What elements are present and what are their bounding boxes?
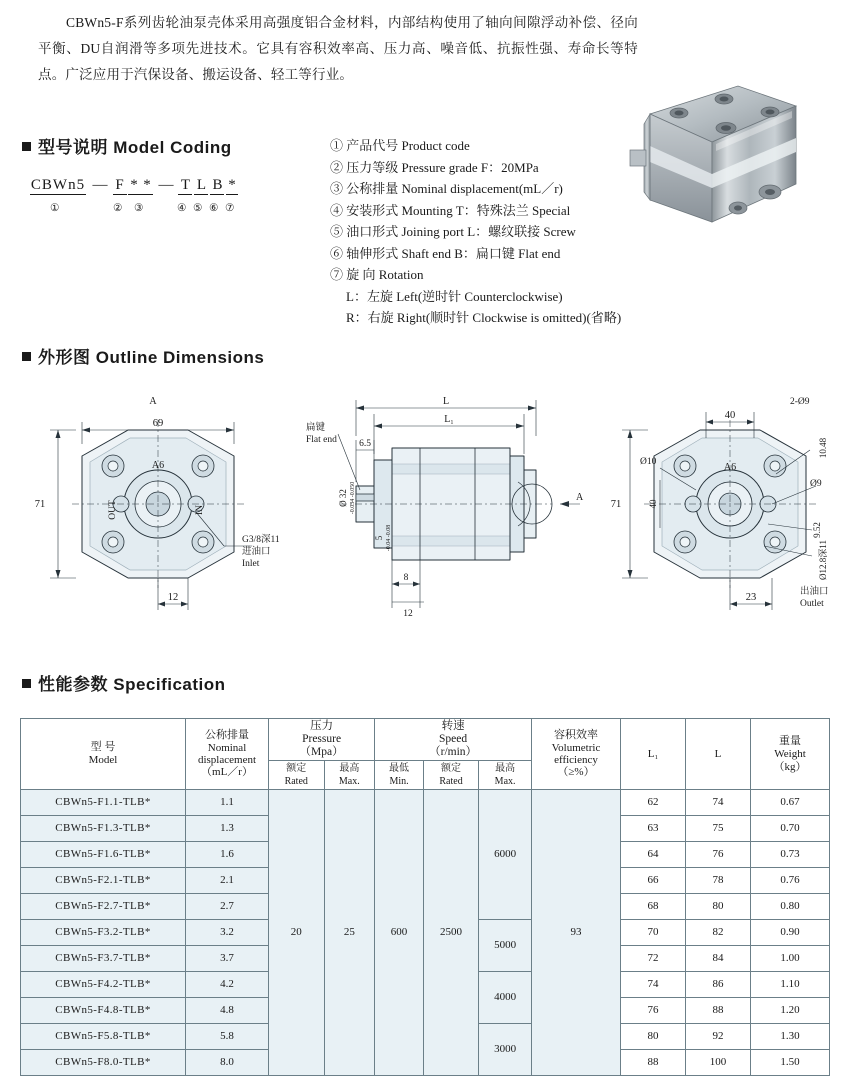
cell-weight: 1.10 [751, 972, 830, 998]
specification-table [20, 718, 830, 1076]
view2-key5-tol: -0.04 -0.08 [386, 524, 392, 552]
view1-dim-71: 71 [34, 499, 46, 510]
view2-dim-L1: L₁ [444, 414, 454, 425]
section-heading-outline [22, 343, 264, 368]
cell-L1: 72 [621, 946, 686, 972]
view2-dim-65: 6.5 [359, 439, 371, 449]
cell-displacement: 4.2 [186, 972, 269, 998]
cell-efficiency: 93 [532, 790, 621, 1076]
intro-text: CBWn5-F系列齿轮油泵壳体采用高强度铝合金材料，内部结构使用了轴向间隙浮动补偿、径向平衡、DU自润滑等多项先进技术。它具有容积效率高、压力高、噪音低、抗振性强、寿命长等特点。广泛应用于汽保设备、搬运设备、轻工等行业。 [38, 15, 638, 82]
cell-displacement: 3.2 [186, 920, 269, 946]
th-efficiency [532, 719, 621, 790]
section-title-en: Model Coding [113, 138, 232, 157]
cell-L: 75 [686, 816, 751, 842]
view3-dim-40-top: 40 [724, 410, 736, 421]
view1-label-A: A [149, 396, 157, 407]
view3-holes: 2-Ø9 [790, 397, 810, 407]
cell-L: 88 [686, 998, 751, 1024]
cell-model: CBWn5-F2.7-TLB* [21, 894, 186, 920]
view2-flatkey-cn: 扁键 [306, 423, 326, 433]
cell-speed-max-3000: 3000 [479, 1024, 532, 1076]
table-row [21, 790, 830, 816]
cell-model: CBWn5-F3.7-TLB* [21, 946, 186, 972]
th-speed [375, 719, 532, 761]
cell-weight: 1.20 [751, 998, 830, 1024]
coding-part-1: CBWn5 [30, 177, 86, 193]
coding-index-7: ⑦ [225, 203, 235, 214]
cell-speed-rated: 2500 [423, 790, 478, 1076]
drawing-view-front [50, 420, 252, 610]
cell-L1: 74 [621, 972, 686, 998]
th-eff-cn: 容积效率 [554, 729, 598, 741]
view1-dim-69: 69 [152, 418, 164, 429]
legend-item-7: ⑦ 旋 向 Rotation [330, 267, 424, 282]
cell-L: 86 [686, 972, 751, 998]
cell-displacement: 4.8 [186, 998, 269, 1024]
th-disp-en: Nominal displacement [197, 742, 257, 766]
th-sp-max-cn: 最高 [495, 763, 516, 774]
section-title-cn: 外形图 [38, 348, 91, 367]
view2-dim-12: 12 [403, 609, 413, 619]
underline-7 [226, 194, 238, 195]
th-L1: L₁ [621, 719, 686, 790]
th-disp-unit: （mL／r） [201, 766, 253, 778]
cell-model: CBWn5-F1.6-TLB* [21, 842, 186, 868]
view3-dim-40: 40 [648, 499, 658, 509]
th-sp-rated-en: Rated [439, 776, 463, 787]
th-displacement [186, 719, 269, 790]
legend-item-9: R：右旋 Right(顺时针 Clockwise is omitted)(省略) [346, 310, 622, 325]
th-weight [751, 719, 830, 790]
th-speed-max [479, 761, 532, 790]
view3-dim-23: 23 [745, 592, 757, 603]
view1-thread-label: G3/8深11 [242, 535, 280, 545]
cell-speed-max-6000: 6000 [479, 790, 532, 920]
th-eff-en: Volumetric efficiency [551, 742, 601, 766]
cell-L1: 80 [621, 1024, 686, 1050]
cell-model: CBWn5-F3.2-TLB* [21, 920, 186, 946]
cell-model: CBWn5-F4.8-TLB* [21, 998, 186, 1024]
cell-L: 78 [686, 868, 751, 894]
cell-weight: 0.90 [751, 920, 830, 946]
cell-model: CBWn5-F4.2-TLB* [21, 972, 186, 998]
view3-bore-A6: A6 [723, 462, 737, 473]
th-sp-max-en: Max. [494, 776, 516, 787]
view1-inlet-en: Inlet [242, 559, 260, 569]
underline-3 [128, 194, 153, 195]
view2-dim-8: 8 [403, 573, 409, 583]
cell-displacement: 2.1 [186, 868, 269, 894]
underline-2 [113, 194, 127, 195]
underline-5 [194, 194, 208, 195]
coding-part-3b: * [143, 177, 152, 193]
legend-item-5: ⑤ 油口形式 Joining port L：螺纹联接 Screw [330, 224, 576, 239]
th-model-en: Model [88, 754, 118, 766]
coding-index-numbers [28, 202, 298, 218]
coding-part-2: F [115, 177, 125, 193]
legend-item-8: L：左旋 Left(逆时针 Counterclockwise) [346, 288, 563, 304]
view1-port-in: IN [195, 504, 205, 516]
view3-dia9: Ø9 [810, 479, 822, 489]
underline-6 [210, 194, 224, 195]
cell-pressure-max: 25 [324, 790, 375, 1076]
cell-L1: 70 [621, 920, 686, 946]
cell-displacement: 2.7 [186, 894, 269, 920]
cell-model: CBWn5-F1.1-TLB* [21, 790, 186, 816]
view3-outlet-en: Outlet [800, 599, 824, 609]
view1-dim-12: 12 [167, 592, 179, 603]
view2-dim-L: L [442, 396, 450, 407]
cell-displacement: 3.7 [186, 946, 269, 972]
th-pressure-max [324, 761, 375, 790]
outline-drawing-svg [20, 378, 832, 658]
view3-dia10: Ø10 [640, 457, 657, 467]
th-L: L [686, 719, 751, 790]
legend-item-6: ⑥ 轴伸形式 Shaft end B：扁口键 Flat end [330, 245, 561, 261]
legend-item-3: ③ 公称排量 Nominal displacement(mL／r) [330, 181, 563, 196]
coding-index-6: ⑥ [209, 203, 219, 214]
th-sp-rated-cn: 额定 [441, 763, 462, 774]
cell-speed-max-5000: 5000 [479, 920, 532, 972]
th-weight-cn: 重量 [779, 734, 801, 747]
section-title-en: Outline Dimensions [95, 348, 265, 367]
cell-speed-min: 600 [375, 790, 424, 1076]
cell-weight: 0.73 [751, 842, 830, 868]
coding-part-5: L [196, 177, 208, 193]
coding-index-4: ④ [177, 203, 187, 214]
cell-L1: 63 [621, 816, 686, 842]
coding-index-3: ③ [134, 203, 144, 214]
coding-index-5: ⑤ [193, 203, 203, 214]
view1-bore-A6: A6 [151, 460, 165, 471]
view2-dia32: Ø 32 [338, 489, 348, 507]
model-coding-legend [330, 135, 750, 329]
cell-pressure-rated: 20 [269, 790, 325, 1076]
view3-dim-1048: 10.48 [818, 437, 828, 459]
underline-1 [30, 194, 86, 195]
intro-paragraph [38, 10, 638, 88]
th-disp-cn: 公称排量 [205, 729, 249, 741]
drawing-view-rear [622, 412, 818, 610]
cell-speed-max-4000: 4000 [479, 972, 532, 1024]
cell-displacement: 8.0 [186, 1050, 269, 1076]
section-heading-specification [22, 670, 226, 695]
th-pr-max-en: Max. [338, 776, 360, 787]
coding-underlines [28, 194, 298, 202]
cell-L1: 62 [621, 790, 686, 816]
cell-weight: 0.70 [751, 816, 830, 842]
coding-part-4: T [180, 177, 192, 193]
model-coding-formula [28, 172, 298, 218]
bullet-square-icon [22, 352, 31, 361]
coding-index-2: ② [113, 203, 123, 214]
bullet-square-icon [22, 679, 31, 688]
cell-L: 74 [686, 790, 751, 816]
view3-dim-952: 9.52 [812, 522, 822, 538]
cell-L1: 88 [621, 1050, 686, 1076]
underline-4 [178, 194, 192, 195]
view2-dia32-tol: -0.034 -0.050 [350, 481, 356, 515]
legend-item-1: ① 产品代号 Product code [330, 138, 470, 153]
th-speed-en: Speed [439, 733, 468, 745]
th-pr-rated-cn: 额定 [286, 763, 307, 774]
cell-displacement: 5.8 [186, 1024, 269, 1050]
legend-item-4: ④ 安装形式 Mounting T：特殊法兰 Special [330, 202, 571, 218]
coding-part-7: * [228, 177, 237, 193]
cell-weight: 0.76 [751, 868, 830, 894]
cell-displacement: 1.3 [186, 816, 269, 842]
legend-item-2: ② 压力等级 Pressure grade F：20MPa [330, 159, 539, 175]
cell-L1: 66 [621, 868, 686, 894]
view3-dia128: Ø12.8深11 [818, 540, 828, 580]
th-pressure [269, 719, 375, 761]
th-eff-unit: （≥%） [557, 766, 595, 778]
view2-section-A: A [576, 492, 584, 503]
coding-dash-2: — [158, 177, 174, 193]
coding-index-1: ① [50, 203, 60, 214]
cell-L1: 76 [621, 998, 686, 1024]
th-speed-cn: 转速 [441, 720, 465, 732]
cell-weight: 1.00 [751, 946, 830, 972]
th-speed-min [375, 761, 424, 790]
cell-L: 84 [686, 946, 751, 972]
th-model-cn: 型 号 [90, 741, 116, 753]
cell-weight: 1.30 [751, 1024, 830, 1050]
cell-displacement: 1.1 [186, 790, 269, 816]
th-weight-en: Weight [774, 747, 806, 760]
view3-outlet-cn: 出油口 [800, 587, 829, 597]
section-title-cn: 型号说明 [38, 138, 108, 157]
table-header-row-1 [21, 719, 830, 761]
th-weight-unit: （kg） [773, 760, 807, 773]
th-pr-rated-en: Rated [284, 776, 308, 787]
th-speed-unit: （r/min） [429, 746, 478, 758]
cell-model: CBWn5-F8.0-TLB* [21, 1050, 186, 1076]
th-speed-rated [423, 761, 478, 790]
table-body [21, 790, 830, 1076]
cell-L: 76 [686, 842, 751, 868]
section-heading-model-coding [22, 133, 232, 158]
cell-L1: 68 [621, 894, 686, 920]
th-pressure-en: Pressure [302, 733, 342, 745]
table-head [21, 719, 830, 790]
cell-weight: 1.50 [751, 1050, 830, 1076]
coding-dash-1: — [92, 177, 108, 193]
bullet-square-icon [22, 142, 31, 151]
view1-inlet-cn: 进油口 [242, 547, 271, 557]
view1-port-out: OUT [108, 500, 118, 520]
th-sp-min-cn: 最低 [389, 763, 410, 774]
outline-drawing [20, 378, 832, 658]
th-pr-max-cn: 最高 [339, 763, 360, 774]
drawing-view-side [338, 400, 580, 608]
th-pressure-cn: 压力 [310, 720, 334, 732]
section-title-cn: 性能参数 [38, 675, 108, 694]
view2-flatkey-en: Flat end [306, 435, 337, 445]
cell-weight: 0.80 [751, 894, 830, 920]
cell-L: 80 [686, 894, 751, 920]
cell-displacement: 1.6 [186, 842, 269, 868]
cell-L: 100 [686, 1050, 751, 1076]
cell-L: 92 [686, 1024, 751, 1050]
th-pressure-unit: （Mpa） [299, 746, 344, 758]
coding-part-3a: * [130, 177, 139, 193]
cell-L1: 64 [621, 842, 686, 868]
th-model [21, 719, 186, 790]
coding-part-6: B [212, 177, 224, 193]
th-sp-min-en: Min. [389, 776, 409, 787]
section-title-en: Specification [113, 675, 226, 694]
cell-model: CBWn5-F2.1-TLB* [21, 868, 186, 894]
coding-parts [28, 172, 298, 194]
cell-weight: 0.67 [751, 790, 830, 816]
cell-L: 82 [686, 920, 751, 946]
view3-dim-71: 71 [610, 499, 622, 510]
view2-key5: 5 [374, 535, 384, 541]
cell-model: CBWn5-F1.3-TLB* [21, 816, 186, 842]
specification-table-wrapper [20, 718, 830, 1076]
cell-model: CBWn5-F5.8-TLB* [21, 1024, 186, 1050]
th-pressure-rated [269, 761, 325, 790]
